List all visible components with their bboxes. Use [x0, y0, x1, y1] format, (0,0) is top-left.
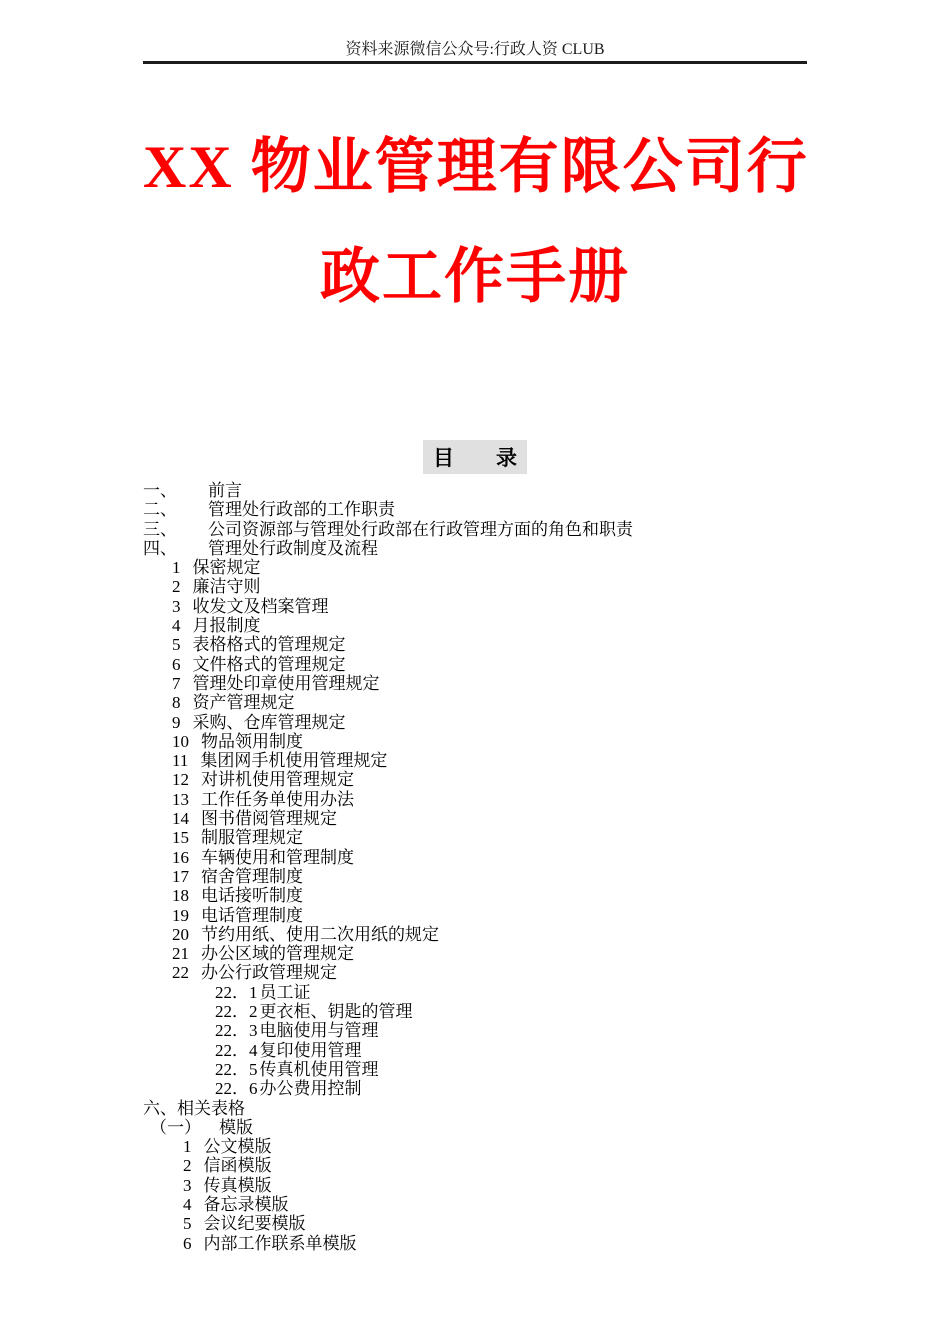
toc-heading-label: 目 录 [423, 440, 527, 474]
toc-entry [143, 1021, 807, 1040]
toc-entry-number: （一） [150, 1117, 201, 1137]
toc-entry [143, 828, 807, 847]
toc-entry [143, 1214, 807, 1233]
toc-entry [143, 867, 807, 886]
toc-entry-number: 11 [172, 751, 189, 771]
toc-entry [143, 655, 807, 674]
toc-entry-number: 二、 [143, 500, 177, 520]
toc-entry-text: 月报制度 [192, 616, 261, 636]
toc-entry [143, 1079, 807, 1098]
toc-entry-text: 物品领用制度 [201, 731, 303, 751]
toc-entry-number: 5 [172, 635, 181, 655]
toc-entry-text: 复印使用管理 [259, 1040, 362, 1060]
toc-entry-text: 宿舍管理制度 [201, 866, 303, 886]
toc-entry-number: 17 [172, 866, 189, 886]
toc-entry-text: 管理处行政部的工作职责 [208, 500, 395, 520]
toc-entry-number: 2 [183, 1156, 192, 1176]
toc-entry-number: 7 [172, 673, 181, 693]
toc-entry [143, 1099, 807, 1118]
toc-entry-number: 三、 [143, 519, 177, 539]
toc-entry-text: 公文模版 [203, 1137, 272, 1157]
toc-entry [143, 674, 807, 693]
toc-heading [143, 440, 807, 474]
toc-entry-text: 管理处行政制度及流程 [208, 538, 378, 558]
toc-entry-number: 1 [172, 558, 181, 578]
toc-entry [143, 886, 807, 905]
toc-entry-text: 制服管理规定 [201, 828, 303, 848]
toc-entry-text: 相关表格 [177, 1098, 245, 1118]
toc-entry-number: 15 [172, 828, 189, 848]
toc-entry [143, 1176, 807, 1195]
table-of-contents [143, 481, 807, 1253]
toc-entry-text: 内部工作联系单模版 [203, 1233, 357, 1253]
toc-entry [143, 1156, 807, 1175]
toc-entry-number: 10 [172, 731, 189, 751]
toc-entry [143, 751, 807, 770]
toc-entry-number: 9 [172, 712, 181, 732]
toc-entry-text: 公司资源部与管理处行政部在行政管理方面的角色和职责 [208, 519, 633, 539]
header-divider-line [143, 61, 807, 64]
toc-entry [143, 1041, 807, 1060]
toc-entry-number: 3 [172, 596, 181, 616]
toc-entry [143, 963, 807, 982]
toc-entry [143, 906, 807, 925]
toc-entry-text: 资产管理规定 [192, 693, 295, 713]
toc-entry-number: 一、 [143, 481, 177, 500]
toc-entry-number: 六、 [143, 1098, 177, 1118]
toc-entry-text: 电话管理制度 [201, 905, 303, 925]
toc-entry-text: 电脑使用与管理 [259, 1021, 379, 1041]
toc-entry-text: 集团网手机使用管理规定 [200, 751, 388, 771]
toc-entry-number: 13 [172, 789, 189, 809]
toc-entry-number: 22．3 [215, 1021, 258, 1041]
toc-entry [143, 1195, 807, 1214]
toc-entry [143, 790, 807, 809]
toc-entry-number: 16 [172, 847, 189, 867]
toc-entry [143, 809, 807, 828]
toc-entry [143, 944, 807, 963]
toc-entry-text: 传真机使用管理 [259, 1059, 379, 1079]
toc-entry-number: 22．4 [215, 1040, 258, 1060]
toc-entry-text: 会议纪要模版 [203, 1214, 306, 1234]
toc-entry-number: 22 [172, 963, 189, 983]
toc-entry-text: 表格格式的管理规定 [192, 635, 346, 655]
toc-entry-text: 模版 [219, 1117, 253, 1137]
document-title [143, 112, 807, 332]
toc-entry-text: 收发文及档案管理 [192, 596, 329, 616]
toc-entry-text: 对讲机使用管理规定 [201, 770, 354, 790]
toc-entry-text: 办公区域的管理规定 [201, 944, 354, 964]
toc-entry [143, 1137, 807, 1156]
toc-entry-number: 1 [183, 1137, 192, 1157]
toc-entry-number: 6 [172, 654, 181, 674]
toc-entry-number: 5 [183, 1214, 192, 1234]
toc-entry-text: 办公行政管理规定 [201, 963, 337, 983]
toc-entry-number: 20 [172, 924, 189, 944]
toc-entry-number: 21 [172, 944, 189, 964]
toc-entry-number: 22．2 [215, 1002, 258, 1022]
toc-entry [143, 1002, 807, 1021]
toc-entry-number: 6 [183, 1233, 192, 1253]
toc-entry [143, 1118, 807, 1137]
toc-entry-text: 廉洁守则 [192, 577, 261, 597]
toc-entry-text: 图书借阅管理规定 [201, 809, 337, 829]
toc-entry-text: 更衣柜、钥匙的管理 [259, 1002, 413, 1022]
toc-entry [143, 577, 807, 596]
toc-entry-text: 传真模版 [203, 1175, 272, 1195]
toc-entry-text: 工作任务单使用办法 [201, 789, 354, 809]
toc-entry-text: 文件格式的管理规定 [192, 654, 346, 674]
toc-entry [143, 635, 807, 654]
toc-entry-number: 22．5 [215, 1059, 258, 1079]
toc-entry-number: 4 [172, 616, 181, 636]
toc-entry-text: 保密规定 [192, 558, 261, 578]
toc-entry-text: 节约用纸、使用二次用纸的规定 [201, 924, 439, 944]
toc-entry-number: 19 [172, 905, 189, 925]
toc-entry [143, 732, 807, 751]
toc-entry [143, 1060, 807, 1079]
toc-entry-text: 车辆使用和管理制度 [201, 847, 354, 867]
toc-entry [143, 1234, 807, 1253]
toc-entry [143, 539, 807, 558]
toc-entry [143, 616, 807, 635]
toc-entry-number: 14 [172, 809, 189, 829]
document-title-line2: 政工作手册 [320, 244, 630, 310]
toc-entry-text: 电话接听制度 [201, 886, 303, 906]
toc-entry [143, 925, 807, 944]
toc-entry [143, 597, 807, 616]
header-source-note: 资料来源微信公众号:行政人资 CLUB [345, 41, 605, 58]
toc-entry-number: 8 [172, 693, 181, 713]
toc-entry [143, 481, 807, 500]
toc-entry-text: 办公费用控制 [259, 1079, 362, 1099]
toc-entry [143, 500, 807, 519]
toc-entry [143, 983, 807, 1002]
toc-entry [143, 520, 807, 539]
toc-entry-number: 12 [172, 770, 189, 790]
toc-entry-text: 备忘录模版 [203, 1194, 289, 1214]
toc-entry-text: 管理处印章使用管理规定 [192, 673, 380, 693]
toc-entry-number: 4 [183, 1194, 192, 1214]
toc-entry-text: 信函模版 [203, 1156, 272, 1176]
toc-entry [143, 713, 807, 732]
toc-entry [143, 770, 807, 789]
toc-entry [143, 848, 807, 867]
toc-entry [143, 693, 807, 712]
document-title-line1: XX 物业管理有限公司行 [143, 134, 809, 200]
toc-entry-number: 22．6 [215, 1079, 258, 1099]
toc-entry-number: 3 [183, 1175, 192, 1195]
toc-entry-number: 22．1 [215, 982, 258, 1002]
toc-entry-number: 18 [172, 886, 189, 906]
toc-entry-text: 采购、仓库管理规定 [192, 712, 346, 732]
toc-entry-number: 四、 [143, 538, 177, 558]
toc-entry [143, 558, 807, 577]
toc-entry-text: 员工证 [259, 982, 311, 1002]
toc-entry-text: 前言 [208, 481, 242, 500]
toc-entry-number: 2 [172, 577, 181, 597]
